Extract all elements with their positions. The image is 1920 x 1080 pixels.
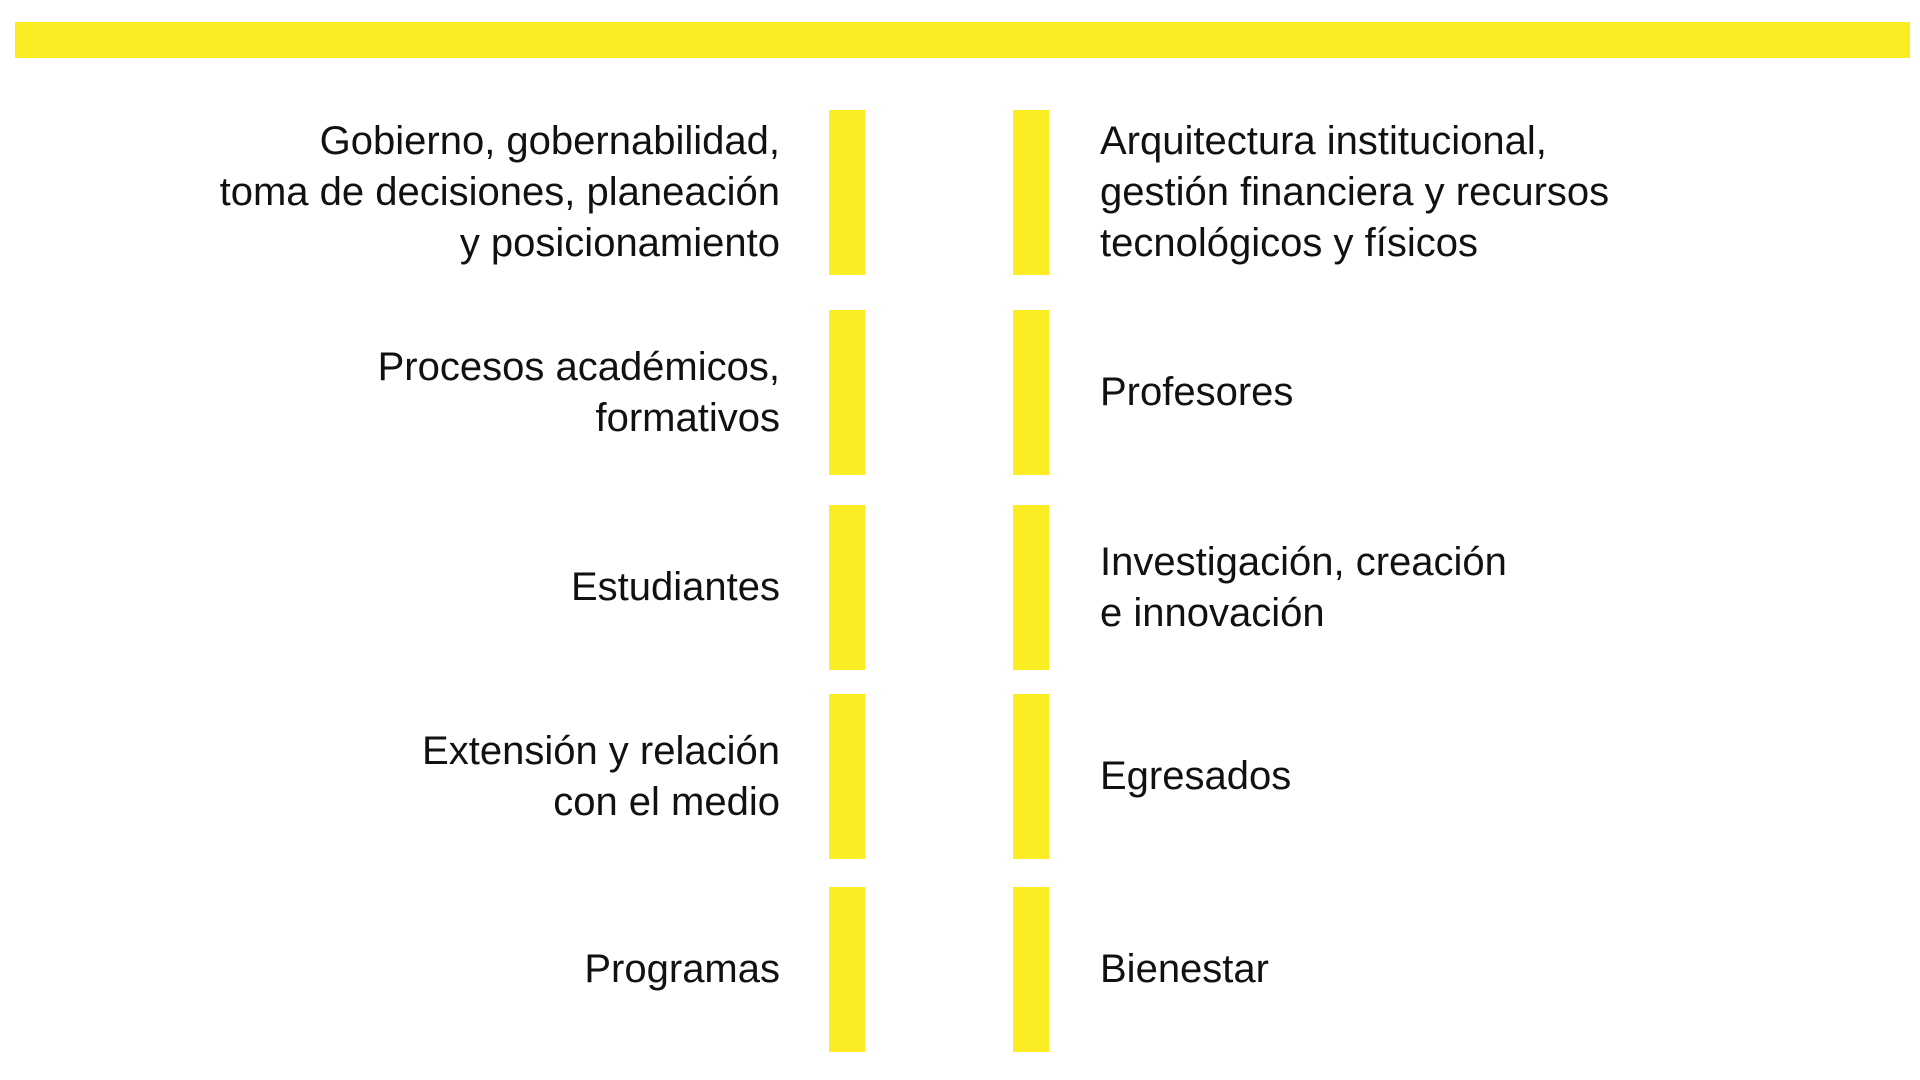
- left-factor-label: [80, 887, 780, 1052]
- factor-row-2: [0, 310, 1920, 475]
- top-accent-bar: [15, 22, 1910, 58]
- left-marker-bar: [829, 694, 865, 859]
- right-factor-label: [1100, 505, 1820, 670]
- left-marker-bar: [829, 505, 865, 670]
- left-marker-bar: [829, 887, 865, 1052]
- right-factor-text: Bienestar: [1100, 947, 1269, 991]
- right-factor-label: [1100, 110, 1820, 275]
- right-marker-bar: [1013, 887, 1049, 1052]
- left-factor-label: [80, 110, 780, 275]
- left-factor-label: [80, 694, 780, 859]
- factor-row-5: [0, 887, 1920, 1052]
- factor-row-3: [0, 505, 1920, 670]
- right-marker-bar: [1013, 310, 1049, 475]
- right-factor-text: Profesores: [1100, 370, 1294, 414]
- right-marker-bar: [1013, 505, 1049, 670]
- left-marker-bar: [829, 310, 865, 475]
- right-factor-text: Investigación, creación e innovación: [1100, 539, 1507, 635]
- right-marker-bar: [1013, 694, 1049, 859]
- left-marker-bar: [829, 110, 865, 275]
- left-factor-text: Procesos académicos, formativos: [377, 344, 780, 440]
- right-marker-bar: [1013, 110, 1049, 275]
- right-factor-label: [1100, 310, 1820, 475]
- left-factor-text: Gobierno, gobernabilidad, toma de decisiones, planeación y posicionamiento: [219, 119, 780, 265]
- left-factor-label: [80, 310, 780, 475]
- right-factor-text: Egresados: [1100, 754, 1292, 798]
- factor-row-4: [0, 694, 1920, 859]
- left-factor-text: Extensión y relación con el medio: [422, 728, 780, 824]
- left-factor-text: Programas: [584, 947, 780, 991]
- left-factor-text: Estudiantes: [570, 565, 780, 609]
- right-factor-label: [1100, 887, 1820, 1052]
- right-factor-text: Arquitectura institucional, gestión financiera y recursos tecnológicos y físicos: [1100, 119, 1610, 265]
- factor-row-1: [0, 110, 1920, 275]
- right-factor-label: [1100, 694, 1820, 859]
- left-factor-label: [80, 505, 780, 670]
